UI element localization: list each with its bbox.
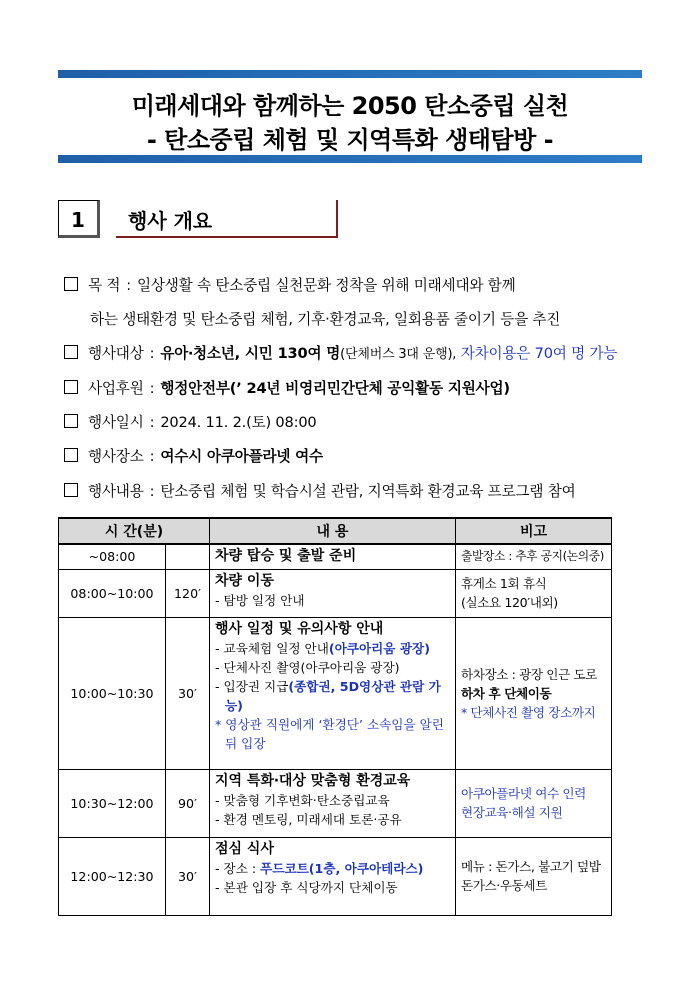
checkbox-icon [64, 277, 78, 291]
checkbox-icon [64, 380, 78, 394]
header-time: 시 간(분) [59, 518, 210, 544]
overview-date: 행사일시 : 2024. 11. 2.(토) 08:00 [64, 411, 316, 432]
checkbox-icon [64, 448, 78, 462]
header-content: 내 용 [210, 518, 456, 544]
title-block [58, 70, 642, 163]
overview-target: 행사대상 : 유아‧청소년, 시민 130여 명(단체버스 3대 운행), 자차이용은 70여 명 가능 [64, 342, 617, 363]
table-row: 10:00~10:30 30′ 행사 일정 및 유의사항 안내 - 교육체험 일정 안내(아쿠아리움 광장) - 단체사진 촬영(아쿠아리움 광장) - 입장권 지급(종합권, 5D영상관 관람 가능) * 영상관 직원에게 ‘환경단’ 소속임을 알린뒤 입장 하차장소 : 광장 인근 도로 하차 후 단체이동 * 단체사진 촬영 장소까지 [59, 617, 612, 769]
document-subtitle: - 탄소중립 체험 및 지역특화 생태탐방 - [146, 126, 554, 154]
target-paren: (단체버스 3대 운행), [340, 347, 457, 362]
section-title-box [116, 200, 338, 238]
title-bottom-bar [58, 155, 642, 163]
target-extra: 자차이용은 70여 명 가능 [460, 345, 618, 362]
table-row: ~08:00 차량 탑승 및 출발 준비 출발장소 : 추후 공지(논의중) [59, 544, 612, 569]
content-value: 탄소중립 체험 및 학습시설 관람, 지역특화 환경교육 프로그램 참여 [160, 483, 576, 500]
checkbox-icon [64, 414, 78, 428]
title-top-bar [58, 70, 642, 78]
header-note: 비고 [456, 518, 612, 544]
purpose-label: 목 적 [88, 277, 121, 294]
checkbox-icon [64, 345, 78, 359]
overview-content: 행사내용 : 탄소중립 체험 및 학습시설 관람, 지역특화 환경교육 프로그램 참여 [64, 480, 576, 501]
overview-purpose-line2: 하는 생태환경 및 탄소중립 체험, 기후‧환경교육, 일회용품 줄이기 등을 추진 [90, 311, 561, 328]
section-number: 1 [58, 200, 100, 238]
purpose-line1: 일상생활 속 탄소중립 실천문화 정착을 위해 미래세대와 함께 [136, 277, 516, 294]
table-row: 08:00~10:00 120′ 차량 이동 - 탐방 일정 안내 휴게소 1회 휴식 (실소요 120′내외) [59, 569, 612, 617]
checkbox-icon [64, 483, 78, 497]
overview-purpose: 목 적 : 일상생활 속 탄소중립 실천문화 정착을 위해 미래세대와 함께 [64, 274, 515, 295]
sponsor-value: 행정안전부(’ 24년 비영리민간단체 공익활동 지원사업) [160, 380, 510, 397]
section-title: 행사 개요 [128, 209, 213, 233]
table-header-row [59, 518, 612, 544]
schedule-table [58, 517, 612, 916]
document-title: 미래세대와 함께하는 2050 탄소중립 실천 [131, 92, 569, 120]
target-main: 유아‧청소년, 시민 130여 명 [160, 345, 341, 362]
table-row: 12:00~12:30 30′ 점심 식사 - 장소 : 푸드코트(1층, 아쿠아테라스) - 본관 입장 후 식당까지 단체이동 메뉴 : 돈가스, 불고기 덮밥 돈가스‧우동세트 [59, 837, 612, 915]
place-value: 여수시 아쿠아플라넷 여수 [160, 448, 323, 465]
overview-place: 행사장소 : 여수시 아쿠아플라넷 여수 [64, 445, 323, 466]
date-value: 2024. 11. 2.(토) 08:00 [160, 414, 317, 431]
table-row: 10:30~12:00 90′ 지역 특화‧대상 맞춤형 환경교육 - 맞춤형 기후변화‧탄소중립교육 - 환경 멘토링, 미래세대 토론‧공유 아쿠아플라넷 여수 인력 현장교육‧해설 지원 [59, 769, 612, 837]
overview-sponsor: 사업후원 : 행정안전부(’ 24년 비영리민간단체 공익활동 지원사업) [64, 377, 510, 398]
